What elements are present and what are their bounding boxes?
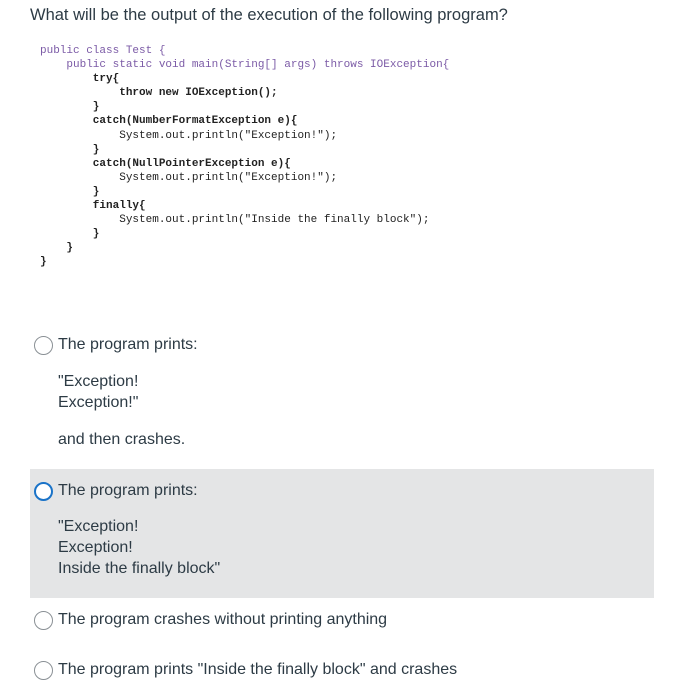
- answer-note: and then crashes.: [58, 431, 186, 448]
- radio-button-2[interactable]: [34, 482, 53, 501]
- radio-button-1[interactable]: [34, 336, 53, 355]
- code-line: System.out.println("Exception!");: [40, 129, 338, 142]
- code-line: public class Test {: [40, 45, 166, 57]
- code-line: }: [40, 228, 100, 241]
- answer-output-line: Exception!": [58, 394, 139, 411]
- code-line: try{: [40, 73, 120, 86]
- code-line: catch(NullPointerException e){: [40, 157, 291, 170]
- code-line: System.out.println("Inside the finally block");: [40, 214, 430, 227]
- answer-output-line: "Exception!: [58, 373, 139, 390]
- answer-output: [58, 516, 654, 579]
- code-line: catch(NumberFormatException e){: [40, 115, 298, 128]
- code-block: [40, 44, 560, 270]
- answer-title: The program prints "Inside the finally block" and crashes: [58, 661, 458, 678]
- radio-button-4[interactable]: [34, 661, 53, 680]
- answer-option-4[interactable]: [30, 659, 654, 683]
- code-line: }: [40, 185, 100, 198]
- radio-button-3[interactable]: [34, 611, 53, 630]
- answer-output-line: Exception!: [58, 539, 133, 556]
- answer-output-line: "Exception!: [58, 518, 139, 535]
- code-line: }: [40, 101, 100, 114]
- code-line: }: [40, 143, 100, 156]
- code-line: finally{: [40, 200, 146, 213]
- answer-option-2[interactable]: [30, 469, 654, 598]
- answer-output: [58, 371, 654, 413]
- question-text: What will be the output of the execution of the following program?: [30, 6, 508, 24]
- code-line: System.out.println("Exception!");: [40, 171, 338, 184]
- code-line: }: [40, 256, 47, 269]
- answer-title: The program prints:: [58, 336, 198, 353]
- answer-output-line: Inside the finally block": [58, 560, 221, 577]
- answer-option-3[interactable]: [30, 609, 654, 633]
- code-line: public static void main(String[] args) throws IOException{: [40, 59, 450, 72]
- answer-title: The program prints:: [58, 482, 198, 499]
- code-line: }: [40, 242, 74, 255]
- answer-title: The program crashes without printing anything: [58, 611, 388, 628]
- code-line: throw new IOException();: [40, 87, 278, 100]
- answer-option-1[interactable]: [30, 334, 654, 458]
